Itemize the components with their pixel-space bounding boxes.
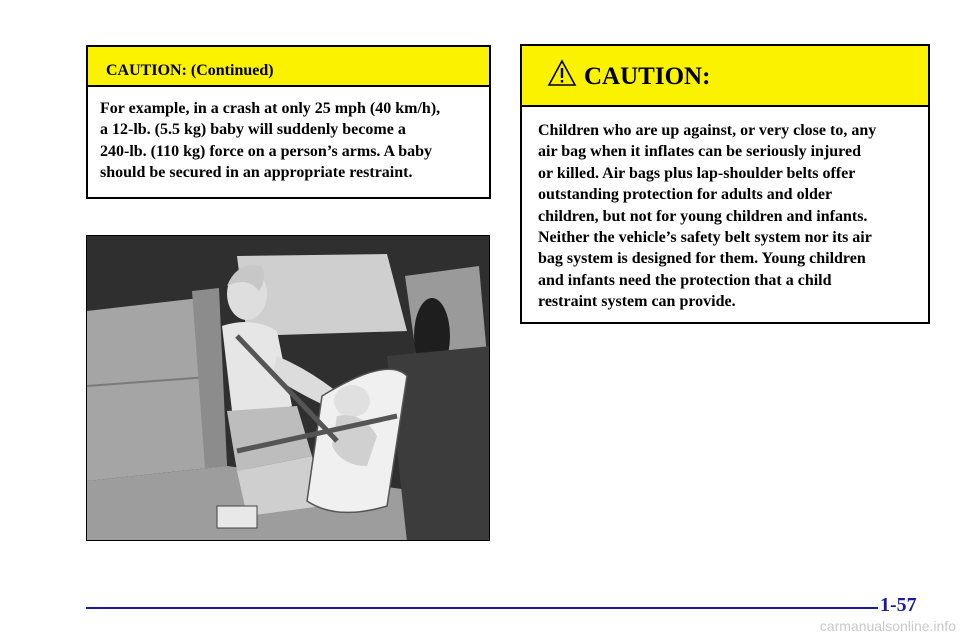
caution-line: air bag when it inflates can be seriously injured xyxy=(538,143,861,161)
caution-line: outstanding protection for adults and older xyxy=(538,186,833,204)
caution-line: a 12-lb. (5.5 kg) baby will suddenly become a xyxy=(100,121,406,139)
caution-line: bag system is designed for them. Young children xyxy=(538,250,866,268)
caution-line: Children who are up against, or very close to, any xyxy=(538,122,877,139)
caution-line: 240-lb. (110 kg) force on a person’s arms. A baby xyxy=(100,142,433,160)
caution-line: Neither the vehicle’s safety belt system nor its air xyxy=(538,229,872,247)
caution-box xyxy=(520,44,930,324)
page-number: 1-57 xyxy=(880,594,917,616)
child-restraint-illustration xyxy=(86,235,490,541)
caution-heading: CAUTION: xyxy=(584,63,711,90)
caution-text xyxy=(522,107,928,313)
caution-header xyxy=(522,46,928,107)
caution-line: should be secured in an appropriate restraint. xyxy=(100,164,413,182)
caution-header xyxy=(88,47,489,87)
watermark: carmanualsonline.info xyxy=(819,618,956,634)
caution-box-continued xyxy=(86,45,491,199)
warning-triangle-icon xyxy=(547,59,577,87)
illustration-drawing xyxy=(87,236,490,541)
caution-heading: CAUTION: (Continued) xyxy=(106,62,274,79)
caution-line: or killed. Air bags plus lap-shoulder belts offer xyxy=(538,164,856,182)
caution-line: children, but not for young children and infants. xyxy=(538,207,868,225)
caution-line: For example, in a crash at only 25 mph (40 km/h), xyxy=(100,100,441,117)
caution-line: and infants need the protection that a child xyxy=(538,271,832,289)
footer-divider xyxy=(86,607,878,609)
caution-line: restraint system can provide. xyxy=(538,293,736,311)
caution-text xyxy=(88,87,489,184)
